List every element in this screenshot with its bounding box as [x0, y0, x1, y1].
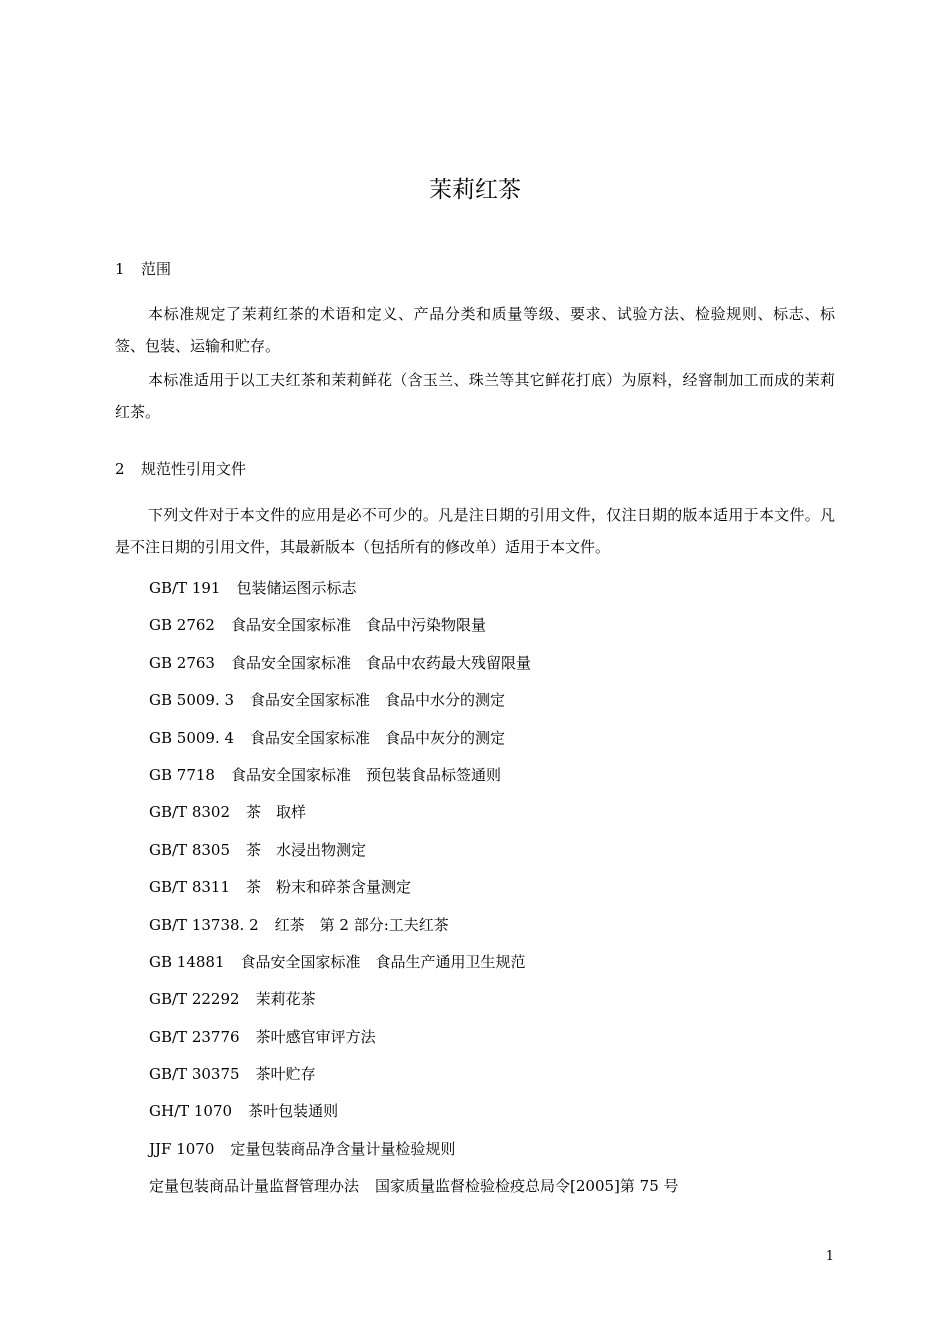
section-1-title: 范围: [141, 260, 172, 278]
reference-code: GB 5009. 3: [149, 691, 235, 710]
reference-code: GB/T 23776: [149, 1027, 240, 1046]
reference-title: 食品安全国家标准 食品中水分的测定: [250, 691, 506, 710]
reference-code: GB/T 8305: [149, 840, 231, 859]
reference-code: GB/T 30375: [149, 1065, 240, 1084]
reference-code: GB/T 8302: [149, 803, 231, 822]
reference-title: 国家质量监督检验检疫总局令[2005]第 75 号: [375, 1177, 679, 1196]
section-2-number: 2: [115, 460, 125, 478]
reference-code: GB/T 191: [149, 579, 221, 597]
reference-code: GH/T 1070: [149, 1102, 233, 1121]
reference-item: [149, 1173, 849, 1210]
reference-title: 茶 水浸出物测定: [246, 840, 367, 859]
reference-code: GB 7718: [149, 765, 215, 784]
section-2-heading: [115, 459, 246, 479]
reference-code: GB/T 8311: [149, 878, 231, 897]
reference-item: [149, 912, 849, 949]
reference-title: 茶叶包装通则: [248, 1102, 339, 1121]
reference-item: [149, 874, 849, 911]
reference-list: [149, 575, 849, 1211]
reference-item: [149, 1061, 849, 1098]
reference-title: 茶 取样: [246, 803, 307, 822]
reference-item: [149, 650, 849, 687]
reference-code: 定量包装商品计量监督管理办法: [149, 1177, 360, 1196]
section-2-paragraph: 下列文件对于本文件的应用是必不可少的。凡是注日期的引用文件，仅注日期的版本适用于本文件。凡是不注日期的引用文件，其最新版本（包括所有的修改单）适用于本文件。: [115, 506, 835, 556]
reference-item: [149, 687, 849, 724]
reference-code: GB 2762: [149, 616, 215, 635]
reference-item: [149, 799, 849, 836]
reference-item: [149, 575, 849, 612]
reference-item: [149, 1024, 849, 1061]
reference-item: [149, 1098, 849, 1135]
section-2-title: 规范性引用文件: [141, 460, 247, 478]
reference-code: GB/T 22292: [149, 990, 240, 1009]
reference-item: [149, 949, 849, 986]
reference-item: [149, 762, 849, 799]
reference-title: 食品安全国家标准 食品生产通用卫生规范: [240, 952, 526, 971]
reference-title: 定量包装商品净含量计量检验规则: [230, 1139, 456, 1158]
reference-item: [149, 612, 849, 649]
reference-title: 食品安全国家标准 预包装食品标签通则: [230, 765, 501, 784]
section-1-number: 1: [115, 260, 125, 278]
reference-title: 食品安全国家标准 食品中污染物限量: [230, 616, 486, 635]
reference-code: GB/T 13738. 2: [149, 915, 259, 934]
reference-title: 食品安全国家标准 食品中灰分的测定: [250, 728, 506, 747]
reference-title: 食品安全国家标准 食品中农药最大残留限量: [230, 653, 531, 672]
reference-title: 包装储运图示标志: [236, 579, 357, 597]
reference-item: [149, 986, 849, 1023]
reference-code: GB 5009. 4: [149, 728, 235, 747]
reference-title: 茶叶贮存: [255, 1065, 316, 1084]
reference-title: 茉莉花茶: [255, 990, 316, 1009]
reference-title: 茶 粉末和碎茶含量测定: [246, 878, 412, 897]
section-1-paragraph-2: 本标准适用于以工夫红茶和茉莉鲜花（含玉兰、珠兰等其它鲜花打底）为原料，经窨制加工而成的茉莉红茶。: [115, 371, 835, 421]
reference-item: [149, 837, 849, 874]
document-title: 茉莉红茶: [429, 177, 521, 203]
reference-item: [149, 725, 849, 762]
reference-title: 红茶 第 2 部分:工夫红茶: [274, 915, 449, 934]
section-1-paragraph-1: 本标准规定了茉莉红茶的术语和定义、产品分类和质量等级、要求、试验方法、检验规则、标志、标签、包装、运输和贮存。: [115, 305, 835, 355]
reference-code: GB 2763: [149, 653, 215, 672]
reference-item: [149, 1136, 849, 1173]
reference-title: 茶叶感官审评方法: [255, 1027, 376, 1046]
section-1-heading: [115, 259, 171, 279]
page-number: 1: [825, 1249, 834, 1264]
reference-code: JJF 1070: [149, 1139, 215, 1158]
reference-code: GB 14881: [149, 952, 225, 971]
